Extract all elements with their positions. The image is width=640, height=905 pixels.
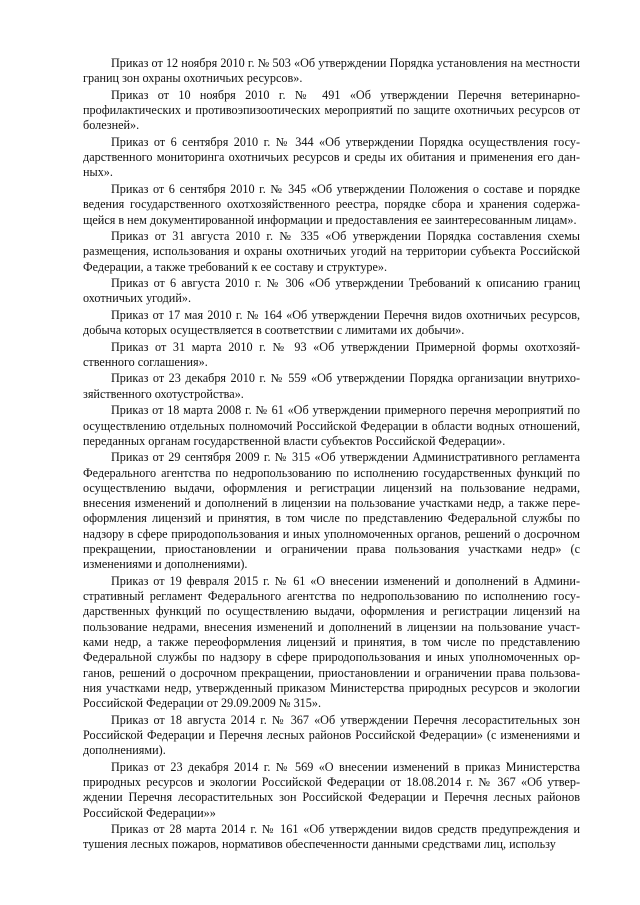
order-entry: Приказ от 19 февраля 2015 г. № 61 «О внесении изменений и дополнений в Административный регламент Федерального агентства по недропользованию по исполнению государственных функций по осуществлению выдачи, оформления и регистрации лицензий на пользование недрами, внесения изменений и дополнений в лицензии на пользование участками недр, а также переоформления лицензий и принятия, в том числе по представлению Федеральной службы по надзору в сфере природопользования и иных уполномоченных органов, решений о досрочном прекращении, приостановлении и ограничении права пользования участками недр, утвержденный приказом Министерства природных ресурсов и экологии Российской Федерации от 29.09.2009 № 315».	[83, 573, 580, 711]
order-entry: Приказ от 6 сентября 2010 г. № 345 «Об утверждении Положения о составе и порядке ведения государственного охотхозяйственного реестра, порядке сбора и хранения содержащейся в нем документированной информации и предоставления ее заинтересованным лицам».	[83, 181, 580, 227]
order-entry: Приказ от 23 декабря 2014 г. № 569 «О внесении изменений в приказ Министерства природных ресурсов и экологии Российской Федерации от 18.08.2014 г. № 367 «Об утверждении Перечня лесорастительных зон Российской Федерации и Перечня лесных районов Российской Федерации»»	[83, 759, 580, 820]
order-entry: Приказ от 23 декабря 2010 г. № 559 «Об утверждении Порядка организации внутрихозяйственного охотустройства».	[83, 371, 580, 401]
order-entry: Приказ от 18 августа 2014 г. № 367 «Об утверждении Перечня лесорастительных зон Российской Федерации и Перечня лесных районов Российской Федерации» (с изменениями и дополнениями).	[83, 712, 580, 758]
order-entry: Приказ от 29 сентября 2009 г. № 315 «Об утверждении Административного регламента Федерального агентства по недропользованию по исполнению государственных функций по осуществлению выдачи, оформления и регистрации лицензий на пользование недрами, внесения изменений и дополнений в лицензии на пользование участками недр, а также переоформления лицензий и принятия, в том числе по представлению Федеральной службы по надзору в сфере природопользования и иных уполномоченных органов, решений о досрочном прекращении, приостановлении и ограничении права пользования участками недр» (с изменениями и дополнениями).	[83, 450, 580, 572]
order-entry: Приказ от 6 сентября 2010 г. № 344 «Об утверждении Порядка осуществления государственного мониторинга охотничьих ресурсов и среды их обитания и применения его данных».	[83, 134, 580, 180]
order-entry: Приказ от 31 августа 2010 г. № 335 «Об утверждении Порядка составления схемы размещения, использования и охраны охотничьих угодий на территории субъекта Российской Федерации, а также требований к ее составу и структуре».	[83, 229, 580, 274]
order-entry: Приказ от 10 ноября 2010 г. № 491 «Об утверждении Перечня ветеринарно-профилактических и противоэпизоотических мероприятий по защите охотничьих ресурсов от болезней».	[83, 87, 580, 133]
document-page	[83, 56, 580, 854]
order-entry: Приказ от 31 марта 2010 г. № 93 «Об утверждении Примерной формы охотхозяйственного соглашения».	[83, 339, 580, 369]
order-entry: Приказ от 6 августа 2010 г. № 306 «Об утверждении Требований к описанию границ охотничьих угодий».	[83, 276, 580, 306]
order-entry: Приказ от 18 марта 2008 г. № 61 «Об утверждении примерного перечня мероприятий по осуществлению отдельных полномочий Российской Федерации в области водных отношений, переданных органам государственной власти субъектов Российской Федерации».	[83, 403, 580, 448]
order-entry: Приказ от 28 марта 2014 г. № 161 «Об утверждении видов средств предупреждения и тушения лесных пожаров, нормативов обеспеченности данными средствами лиц, использу	[83, 822, 580, 852]
order-entry: Приказ от 12 ноября 2010 г. № 503 «Об утверждении Порядка установления на местности границ зон охраны охотничьих ресурсов».	[83, 56, 580, 86]
order-entry: Приказ от 17 мая 2010 г. № 164 «Об утверждении Перечня видов охотничьих ресурсов, добыча которых осуществляется в соответствии с лимитами их добычи».	[83, 307, 580, 338]
